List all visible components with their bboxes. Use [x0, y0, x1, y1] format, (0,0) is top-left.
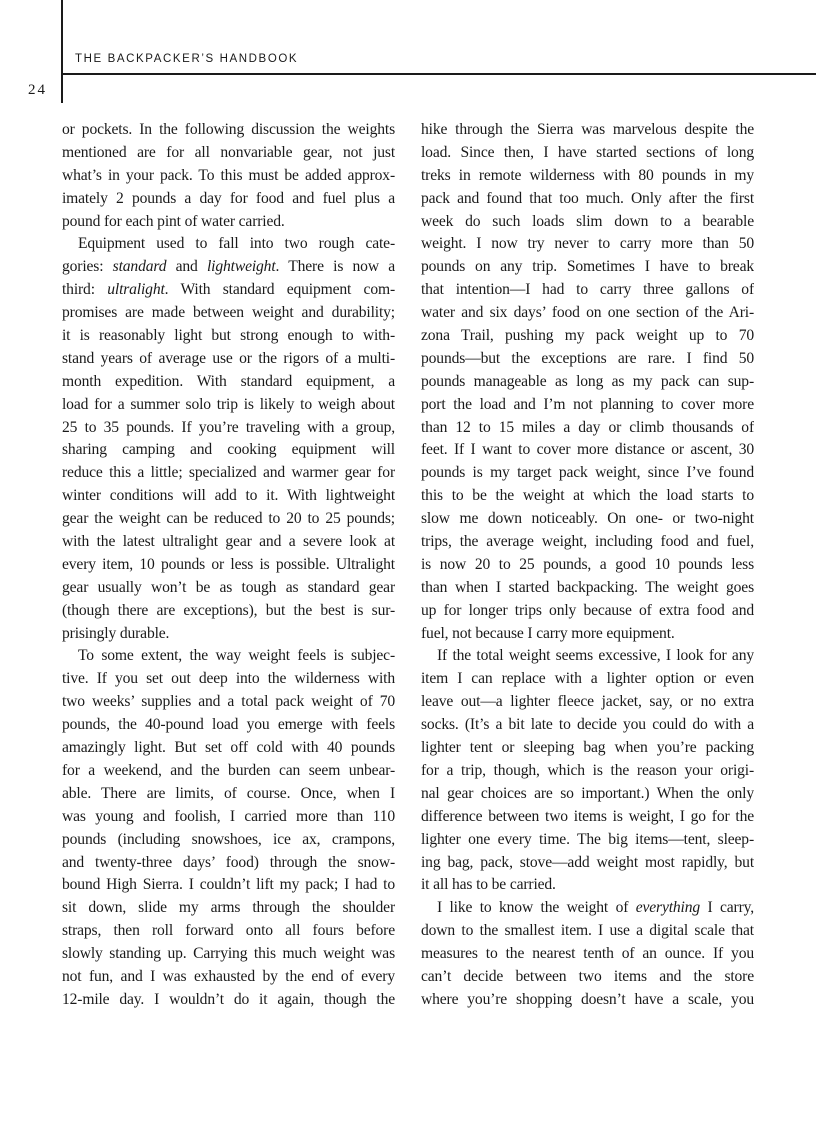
text-line: item I can replace with a lighter option or even	[421, 670, 754, 688]
text-run: . With standard equipment com-	[164, 281, 395, 299]
text-line: this to be the weight at which the load starts to	[421, 487, 754, 505]
text-line: and twenty-three days’ food) through the snow-	[62, 853, 395, 871]
text-line: pack and found that too much. Only after the first	[421, 189, 754, 207]
text-line: sit down, slide my arms through the shoulder	[62, 899, 395, 917]
text-line: pounds (including snowshoes, ice ax, crampons,	[62, 830, 395, 848]
text-line: prisingly durable.	[62, 624, 170, 642]
text-line: pounds—but the exceptions are rare. I find 50	[421, 349, 754, 367]
text-line: water and six days’ food on one section of the Ari-	[421, 304, 754, 322]
text-line: lighter one every time. The big items—tent, sleep-	[421, 830, 754, 848]
text-line: nal gear choices are so important.) When the only	[421, 784, 754, 802]
header-vertical-rule	[61, 0, 63, 103]
italic-term: lightweight	[206, 258, 276, 276]
text-line: treks in remote wilderness with 80 pounds in my	[421, 166, 754, 184]
text-line: able. There are limits, of course. Once, when I	[62, 784, 395, 802]
text-line: tive. If you set out deep into the wilderness with	[62, 670, 395, 688]
text-line: it is reasonably light but strong enough to with-	[62, 327, 395, 345]
text-run: third:	[62, 281, 108, 299]
text-line: gear the weight can be reduced to 20 to 25 pounds;	[62, 510, 395, 528]
text-line: is now 20 to 25 pounds, a good 10 pounds less	[421, 555, 754, 573]
text-line: than 12 to 15 miles a day or climb thousands of	[421, 418, 754, 436]
right-text-column	[421, 119, 754, 1012]
text-line: To some extent, the way weight feels is subjec-	[78, 647, 395, 665]
text-line: gear usually won’t be as tough as standard gear	[62, 578, 395, 596]
text-line: pounds manageable as long as my pack can sup-	[421, 372, 754, 390]
text-line: can’t decide between two items and the store	[421, 967, 754, 985]
text-run: gories:	[62, 258, 113, 276]
italic-term: everything	[635, 899, 701, 917]
text-line: what’s in your pack. To this must be added approx-	[62, 166, 395, 184]
text-line	[62, 279, 395, 302]
text-run: I like to know the weight of	[437, 899, 636, 917]
text-line: was young and foolish, I carried more than 110	[62, 807, 395, 825]
italic-term: standard	[112, 258, 167, 276]
text-line: load. Since then, I have started sections of long	[421, 143, 754, 161]
text-line: socks. (It’s a bit late to decide you could do with a	[421, 716, 754, 734]
text-line: measures to the nearest tenth of an ounce. If you	[421, 945, 754, 963]
text-line: up for longer trips only because of extra food and	[421, 601, 754, 619]
text-line: leave out—a lighter fleece jacket, say, or no extra	[421, 693, 754, 711]
text-line: slowly standing up. Carrying this much weight was	[62, 945, 395, 963]
text-line: (though there are exceptions), but the best is sur-	[62, 601, 395, 619]
text-line: winter conditions will add to it. With lightweight	[62, 487, 395, 505]
text-line: two weeks’ supplies and a total pack weight of 70	[62, 693, 395, 711]
running-head: THE BACKPACKER’S HANDBOOK	[75, 53, 299, 65]
text-line: it all has to be carried.	[421, 876, 556, 894]
text-line: slow me down noticeably. On one- or two-night	[421, 510, 754, 528]
text-line	[421, 897, 754, 920]
text-line: feet. If I want to cover more distance or ascent, 30	[421, 441, 754, 459]
text-line: 25 to 35 pounds. If you’re traveling with a group,	[62, 418, 395, 436]
text-line	[62, 256, 395, 279]
left-text-column	[62, 119, 395, 1012]
text-line: where you’re shopping doesn’t have a scale, you	[421, 990, 754, 1008]
text-run: and	[166, 258, 207, 276]
text-line: weight. I now try never to carry more than 50	[421, 235, 754, 253]
text-line: straps, then roll forward onto all fours before	[62, 922, 395, 940]
text-line: fuel, not because I carry more equipment.	[421, 624, 675, 642]
text-line: promises are made between weight and durability;	[62, 304, 395, 322]
text-line: amazingly light. But set off cold with 40 pounds	[62, 739, 395, 757]
text-line: bound High Sierra. I couldn’t lift my pack; I had to	[62, 876, 395, 894]
text-line: trips, the average weight, including food and fuel,	[421, 533, 754, 551]
text-run: I carry,	[700, 899, 754, 917]
header-horizontal-rule	[61, 73, 816, 75]
text-run: Equipment used to fall into two rough cate-	[78, 235, 395, 253]
text-line: ing bag, pack, stove—add weight most rapidly, but	[421, 853, 754, 871]
text-line: 12-mile day. I wouldn’t do it again, though the	[62, 990, 395, 1008]
text-line	[62, 233, 395, 256]
page-number: 24	[28, 82, 47, 98]
italic-term: ultralight	[107, 281, 165, 299]
text-line: pounds, the 40-pound load you emerge with feels	[62, 716, 395, 734]
text-line: not fun, and I was exhausted by the end of every	[62, 967, 395, 985]
text-line: If the total weight seems excessive, I look for any	[437, 647, 754, 665]
text-line: pounds on any trip. Sometimes I have to break	[421, 258, 754, 276]
text-line: mentioned are for all nonvariable gear, not just	[62, 143, 395, 161]
text-line: week do such loads slim down to a bearable	[421, 212, 754, 230]
text-line: pounds is my target pack weight, since I’ve found	[421, 464, 754, 482]
text-line: imately 2 pounds a day for food and fuel plus a	[62, 189, 395, 207]
text-line: reduce this a little; specialized and warmer gear for	[62, 464, 395, 482]
text-run: . There is now a	[275, 258, 395, 276]
text-line: with the latest ultralight gear and a severe look at	[62, 533, 395, 551]
text-line: down to the smallest item. I use a digital scale that	[421, 922, 754, 940]
text-line: pound for each pint of water carried.	[62, 212, 285, 230]
text-line: port the load and I’m not planning to cover more	[421, 395, 754, 413]
text-line: that intention—I had to carry three gallons of	[421, 281, 754, 299]
text-line: than when I started backpacking. The weight goes	[421, 578, 754, 596]
text-line: or pockets. In the following discussion the weights	[62, 121, 395, 138]
text-line: load for a summer solo trip is likely to weigh about	[62, 395, 395, 413]
text-line: hike through the Sierra was marvelous despite the	[421, 121, 754, 138]
text-line: difference between two items is weight, I go for the	[421, 807, 754, 825]
text-line: stand years of average use or the rigors of a multi-	[62, 349, 395, 367]
text-line: month expedition. With standard equipment, a	[62, 372, 395, 390]
text-line: sharing camping and cooking equipment will	[62, 441, 395, 459]
text-line: for a trip, though, which is the reason your origi-	[421, 761, 754, 779]
text-line: for a weekend, and the burden can seem unbear-	[62, 761, 395, 779]
text-line: lighter tent or sleeping bag when you’re packing	[421, 739, 754, 757]
text-line: zona Trail, pushing my pack weight up to 70	[421, 327, 754, 345]
text-line: every item, 10 pounds or less is possible. Ultralight	[62, 555, 395, 573]
